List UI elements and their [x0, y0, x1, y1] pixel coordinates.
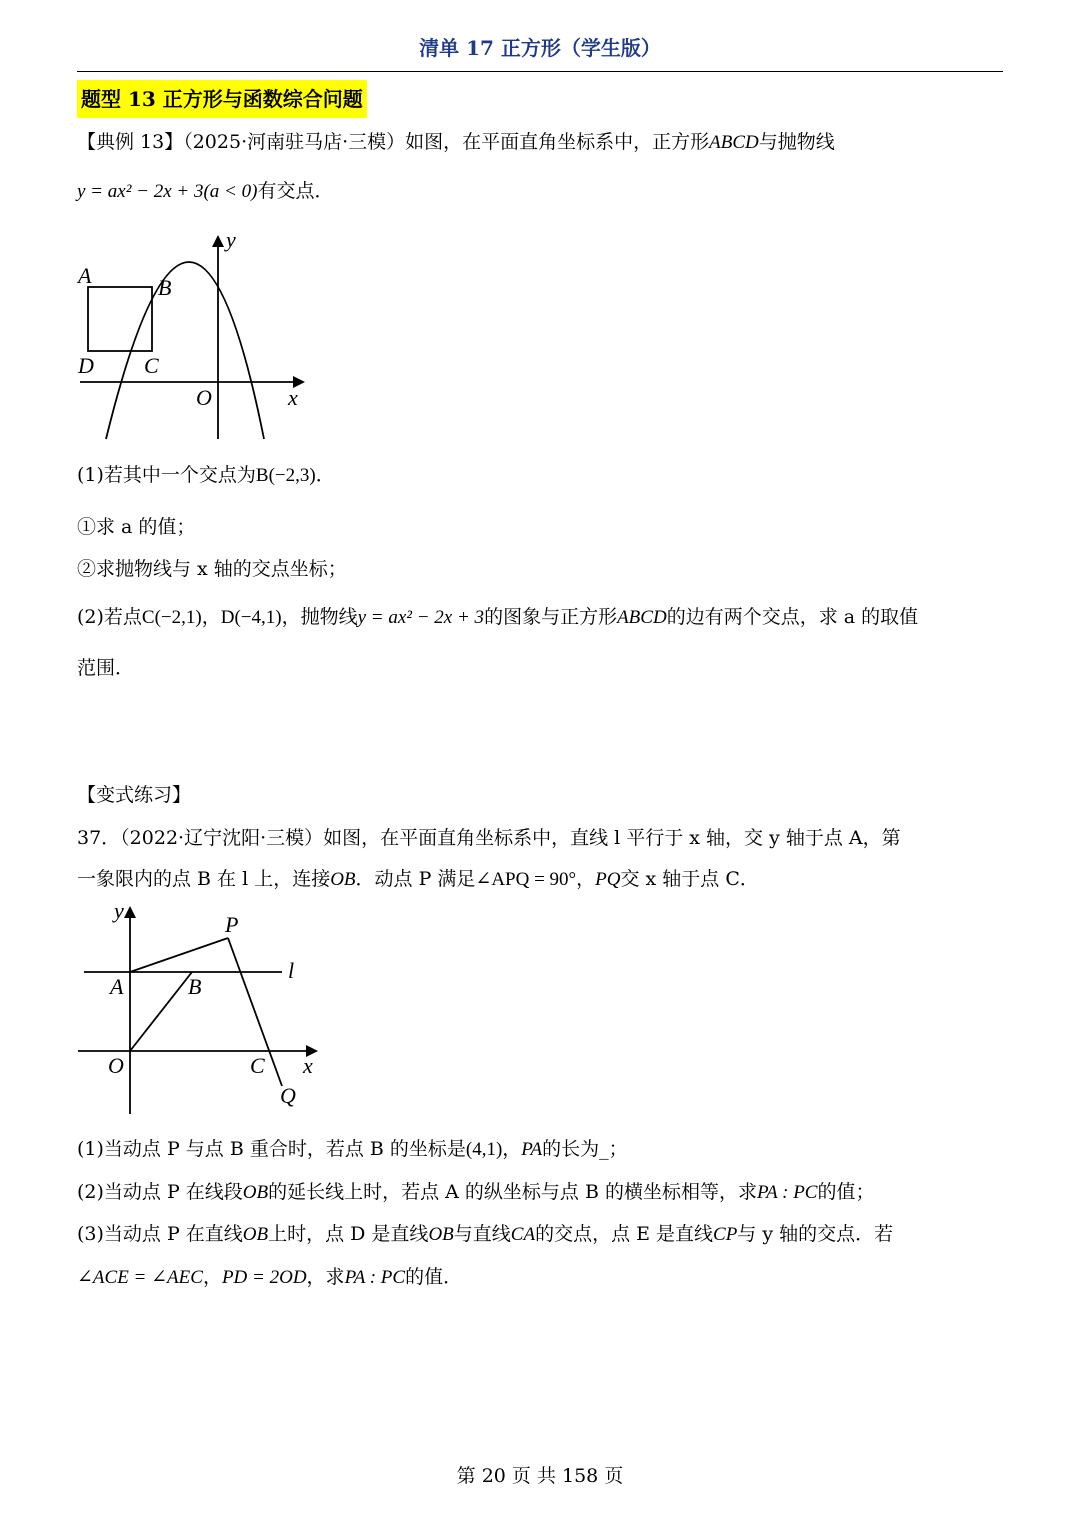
example-square-name: ABCD	[709, 132, 759, 153]
label-c: C	[250, 1053, 265, 1078]
s3-angle: ∠ACE = ∠AEC	[77, 1267, 203, 1288]
example-intro: 【典例 13】（2025·河南驻马店·三模）如图，在平面直角坐标系中，正方形	[77, 131, 710, 153]
q1-end: ．	[315, 464, 335, 486]
s3-d: 的交点，点 E 是直线	[535, 1223, 714, 1245]
example-equation: y = ax² − 2x + 3(a < 0)	[77, 181, 258, 202]
p2-d: 交 x 轴于点 C．	[620, 868, 759, 890]
s3-pd: PD = 2OD	[221, 1267, 307, 1288]
label-x: x	[303, 1053, 313, 1078]
label-a: A	[78, 263, 92, 288]
label-b: B	[158, 275, 172, 300]
practice-line2	[77, 864, 759, 891]
header-divider	[77, 71, 1003, 72]
segment-ob	[130, 972, 192, 1051]
example-intro-line	[77, 127, 835, 154]
label-o: O	[196, 385, 212, 410]
page-header-title: 清单 17 正方形（学生版）	[419, 36, 661, 60]
example-q1	[77, 460, 335, 487]
q1-text: (1)若其中一个交点为	[77, 464, 256, 486]
q2-equation: y = ax² − 2x + 3	[357, 607, 485, 628]
label-c: C	[144, 353, 159, 378]
s3-l2-c: 的值．	[405, 1266, 463, 1288]
y-axis-arrow-icon	[212, 235, 224, 247]
section-title: 题型 13 正方形与函数综合问题	[77, 80, 367, 118]
practice-s3-line2	[77, 1262, 462, 1289]
p2-angle: ∠APQ = 90°	[475, 869, 577, 890]
s3-c: 与直线	[453, 1223, 511, 1245]
y-axis-arrow-icon	[124, 906, 136, 918]
label-l: l	[288, 958, 295, 983]
q1-point: B(−2,3)	[255, 465, 316, 486]
p2-a: 一象限内的点 B 在 l 上，连接	[77, 868, 331, 890]
s3-ratio: PA : PC	[344, 1267, 406, 1288]
q2-start: (2)若点	[77, 606, 142, 628]
s2-ratio: PA : PC	[756, 1182, 818, 1203]
s2-b: 的延长线上时，若点 A 的纵坐标与点 B 的横坐标相等，求	[268, 1181, 757, 1203]
q2-mid: ，抛物线	[281, 606, 358, 628]
s3-ob2: OB	[428, 1224, 454, 1245]
s3-b: 上时，点 D 是直线	[268, 1223, 429, 1245]
s3-a: (3)当动点 P 在直线	[77, 1223, 243, 1245]
practice-s2	[77, 1177, 875, 1204]
s3-e: 与 y 轴的交点．若	[737, 1223, 894, 1245]
s1-a: (1)当动点 P 与点 B 重合时，若点 B 的坐标是	[77, 1138, 466, 1160]
s2-a: (2)当动点 P 在线段	[77, 1181, 243, 1203]
s3-l2-b: ，求	[306, 1266, 345, 1288]
s2-c: 的值；	[817, 1181, 875, 1203]
practice-line1: 37．（2022·辽宁沈阳·三模）如图，在平面直角坐标系中，直线 l 平行于 x 轴，交 y 轴于点 A，第	[77, 827, 901, 849]
s2-ob: OB	[242, 1182, 269, 1203]
page-footer: 第 20 页 共 158 页	[456, 1465, 624, 1487]
s1-b: ，	[502, 1138, 522, 1160]
figure-line-l	[70, 898, 340, 1120]
s3-ca: CA	[510, 1224, 536, 1245]
q2-end: 的图象与正方形	[484, 606, 618, 628]
practice-heading: 【变式练习】	[77, 784, 192, 806]
example-q2	[77, 602, 918, 629]
q2-point-c: C(−2,1)	[141, 607, 202, 628]
s3-l2-a: ，	[202, 1266, 222, 1288]
practice-s1	[77, 1134, 628, 1161]
label-x: x	[288, 385, 298, 410]
q2-point-d: D(−4,1)	[220, 607, 282, 628]
p2-c: ，	[576, 868, 596, 890]
s3-ob: OB	[242, 1224, 269, 1245]
s3-cp: CP	[713, 1224, 738, 1245]
example-equation-line	[77, 176, 333, 203]
p2-b: ．动点 P 满足	[355, 868, 476, 890]
label-d: D	[78, 353, 94, 378]
q2-sep: ，	[201, 606, 221, 628]
s1-point: (4,1)	[465, 1139, 503, 1160]
p2-ob: OB	[330, 869, 356, 890]
example-equation-tail: 有交点．	[257, 180, 334, 202]
label-b: B	[188, 974, 202, 999]
label-q: Q	[280, 1083, 296, 1108]
q2-tail: 的边有两个交点，求 a 的取值	[666, 606, 919, 628]
practice-s3	[77, 1219, 893, 1246]
label-y: y	[114, 898, 124, 923]
label-p: P	[225, 912, 239, 937]
label-y: y	[226, 227, 236, 252]
p2-pq: PQ	[595, 869, 621, 890]
label-o: O	[108, 1053, 124, 1078]
segment-ap	[130, 938, 228, 972]
example-q2-line2: 范围．	[77, 657, 135, 679]
s1-c: 的长为_；	[542, 1138, 628, 1160]
example-q1a: ①求 a 的值；	[77, 516, 196, 538]
s1-pa: PA	[521, 1139, 543, 1160]
label-a: A	[110, 974, 124, 999]
example-q1b: ②求抛物线与 x 轴的交点坐标；	[77, 558, 347, 580]
figure-square-parabola	[70, 225, 320, 445]
example-intro-end: 与抛物线	[758, 131, 835, 153]
q2-square-name: ABCD	[617, 607, 667, 628]
